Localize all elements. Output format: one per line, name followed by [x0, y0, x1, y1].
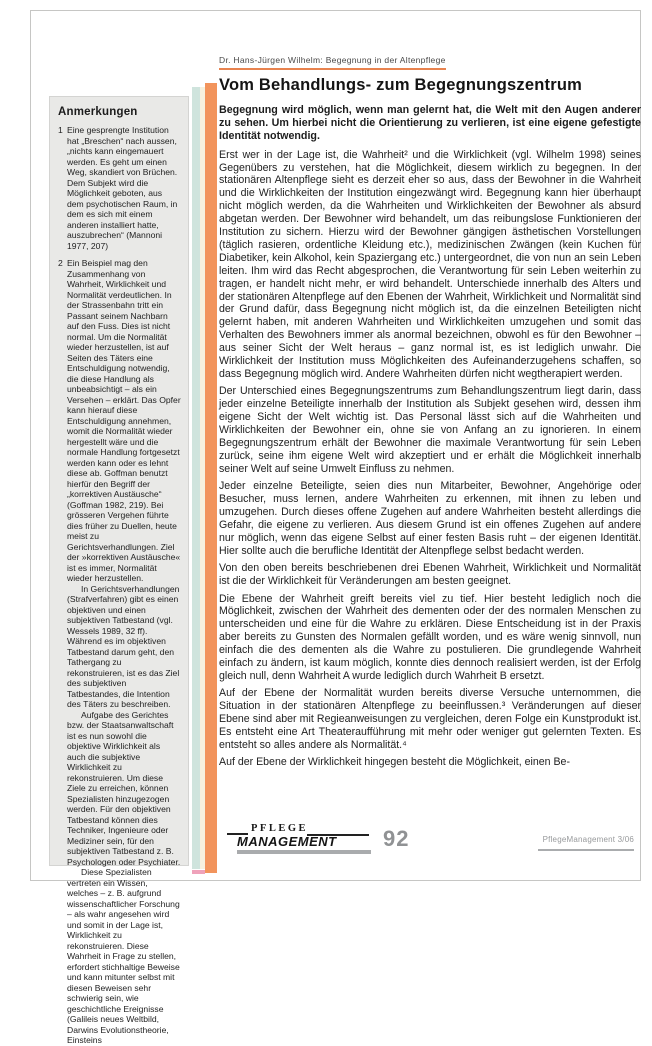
body-paragraph: Auf der Ebene der Normalität wurden bereits diverse Versuche unternommen, die Situation in der stationären Altenpflege zu beeinflussen.³ Veränderungen auf dieser Ebene sind aber mit Regieanweisungen zu vergleichen, deren Folge ein Kunstprodukt ist. Es entsteht eine Art Theateraufführung mit mehr oder weniger gut gelernten Texten. Es entsteht so alles andere als Normalität.⁴: [219, 687, 641, 751]
note-paragraph: Aufgabe des Gerichtes bzw. der Staatsanwaltschaft ist es nun sowohl die objektive Wirklichkeit als auch die subjektive Wirklichkeit zu rekonstruieren. Um diese Ziele zu erreichen, können Spezialisten hinzugezogen werden. Für den objektiven Tatbestand können dies Techniker, Ingenieure oder Mediziner sein, für den subjektiven Tatbestand z. B. Psychologen oder Psychiater.: [67, 709, 181, 867]
body-paragraph: Von den oben bereits beschriebenen drei Ebenen Wahrheit, Wirklichkeit und Normalität ist die der Wirklichkeit für Veränderungen am besten geeignet.: [219, 562, 641, 588]
logo-text-pflege: PFLEGE: [251, 823, 309, 834]
logo-text-management: MANAGEMENT: [237, 834, 337, 849]
note-paragraph: In Gerichtsverhandlungen (Strafverfahren) gibt es einen objektiven und einen subjektiven Tatbestand (vgl. Wessels 1989, 32 ff). Während es im objektiven Tatbestand darum geht, den Tathergang zu rekonstruieren, ist es das Ziel des subjektiven Tatbestandes, die Intention des Täters zu beschreiben.: [67, 583, 180, 709]
body-paragraph: Jeder einzelne Beteiligte, seien dies nun Mitarbeiter, Bewohner, Angehörige oder Besucher, muss lernen, andere Wahrheiten zu erkennen, mit ihnen zu leben und umzugehen. Durch dieses offene Zugehen auf andere Wahrheiten besteht allerdings die Gefahr, die eigene zu verlieren. Aus diesem Grund ist ein offenes Zugehen auf andere nur möglich, wenn das eigene Selbst auf einer festen Basis ruht – der eigenen Identität. Hier sollte auch die berufliche Identität der Altenpflege selbst bedacht werden.: [219, 480, 641, 557]
body-paragraph: Auf der Ebene der Wirklichkeit hingegen besteht die Möglichkeit, einen Be-: [219, 756, 570, 769]
footer-issue-rule: [538, 849, 634, 851]
note-number: 1: [58, 125, 63, 135]
body-paragraph: Der Unterschied eines Begegnungszentrums zum Behandlungszentrum liegt darin, dass jeder einzelne Beteiligte innerhalb der Institution als Subjekt gesehen wird, dessen ihm eigene Sicht der Welt wichtig ist. Das Personal lässt sich auf die Wahrheiten und Wirklichkeiten der Bewohner ein, ohne sie von Anfang an zu ignorieren. In einem Begegnungszentrum erhält der Bewohner die maximale Verantwortung für sein Leben zurück, seine ihm eigene Welt wird akzeptiert und er erhält die Möglichkeit innerhalb seiner Welt auf seine Umwelt Einfluss zu nehmen.: [219, 385, 641, 475]
note-paragraph: Diese Spezialisten vertreten ein Wissen, welches – z. B. aufgrund wissenschaftlicher Forschung – als wahr angesehen wird und somit in der Lage ist, Wirklichkeit zu rekonstruieren. Diese Wahrheit in Frage zu stellen, erfordert stichhaltige Beweise und kann mitunter selbst mit diesen Beweisen sehr schwierig sein, wie geschichtliche Ereignisse (Galileis neues Weltbild, Darwins Evolutionstheorie, Einsteins: [67, 867, 180, 1045]
article-column: [219, 76, 641, 820]
lead-paragraph: Begegnung wird möglich, wenn man gelernt hat, die Welt mit den Augen anderer zu sehen. Um hierbei nicht die Orientierung zu verlieren, ist eine eigene gefestigte Identität notwendig.: [219, 104, 641, 143]
annotation-note-2: [58, 258, 181, 1046]
note-paragraph: Ein Beispiel mag den Zusammenhang von Wahrheit, Wirklichkeit und Normalität verdeutlichen. In der Strassenbahn tritt ein Passant seinem Nachbarn auf den Fuss. Dies ist nicht normal. Um die Normalität wieder herzustellen, ist auf Seiten des Täters eine Entschuldigung notwendig, die diese Handlung als unbeabsichtigt – als ein Versehen – erklärt. Das Opfer kann hierauf diese Entschuldigung annehmen, womit die Normalität wieder hergestellt wäre und die normale Handlung fortgesetzt werden kann oder es lehnt diese ab. Goffman benutzt hierfür den Begriff der „korrektiven Austäusche“ (Goffman 1982, 219). Bei grösseren Vergehen führte dies früher zu Duellen, heute meist zu Gerichtsverhandlungen. Ziel der »korrektiven Austäusche« ist es immer, Normalität wieder herzustellen.: [67, 258, 181, 583]
article-title: Vom Behandlungs- zum Begegnungszentrum: [219, 76, 582, 94]
annotation-note-1: [58, 125, 181, 251]
logo-underline-bar: [237, 850, 371, 854]
accent-stripe-teal: [192, 87, 200, 869]
accent-stripe-orange: [205, 83, 217, 873]
annotations-box: [49, 96, 189, 1045]
journal-logo: [227, 823, 387, 859]
annotations-title: Anmerkungen: [58, 106, 138, 118]
page: [30, 10, 641, 1045]
note-paragraph: Eine gesprengte Institution hat „Breschen“ nach aussen, „nichts kann eingemauert werden. Es geht um einen Weg, skandiert von Brüchen. Dem Subjekt wird die Möglichkeit geboten, aus dem psychotischen Raum, in dem es sich mit einem anderen installiert hatte, auszubrechen“ (Mannoni 1977, 207): [67, 125, 178, 251]
accent-stripe-pink: [192, 870, 205, 874]
page-number: 92: [383, 826, 410, 851]
header-byline: Dr. Hans-Jürgen Wilhelm: Begegnung in der Altenpflege: [219, 55, 446, 70]
body-paragraph: Erst wer in der Lage ist, die Wahrheit² und die Wirklichkeit (vgl. Wilhelm 1998) seines Gegenübers zu verstehen, hat die Möglichkeit, diesem wirklich zu begegnen. In der stationären Altenpflege sieht es derzeit eher so aus, dass der Bewohner in die Wahrheit und die Wirklichkeiten der Institution eingezwängt wird. Begegnung kann hier überhaupt nicht möglich werden, da die Wahrheiten und Wirklichkeiten der Bewohner als absurd abgetan werden. Der Bewohner wird behandelt, um das reibungslose Funktionieren der Institution zu sichern. Hierzu wird der Bewohner gängigen ästhetischen Vorstellungen (täglich rasieren, ordentliche Kleidung etc.), medizinischen Zwängen (kein Kuchen für Diabetiker, kein Alkohol, kein Spaziergang etc.) untergeordnet, die von nun an sein Leben leiten. Ihm wird das Recht abgesprochen, die Verantwortung für sein Leben weiterhin zu tragen, er handelt nicht mehr, er wird behandelt. Unterschiede innerhalb des Alters und der stationären Altenpflege auf den Ebenen der Wahrheit, Wirklichkeit und Normalität sind der Grund dafür, dass Begegnung nicht möglich ist, da die einzelnen Beteiligten nicht gelernt haben, mit anderen Wahrheiten und Wirklichkeiten umzugehen und somit das Verhalten des Bewohners immer als anormal bezeichnen, obwohl es für den Bewohner – aus seiner Sicht der Welt heraus – ganz normal ist, es ist lediglich unwahr. Die Wirklichkeit der Institution muss Möglichkeiten des Aufeinanderzugehens schaffen, so dass Begegnung möglich wird. Andere Wahrheiten dürfen nicht wegtherapiert werden.: [219, 148, 641, 381]
footer-issue-label: PflegeManagement 3/06: [542, 835, 634, 844]
note-number: 2: [58, 258, 63, 268]
body-paragraph: Die Ebene der Wahrheit greift bereits viel zu tief. Hier besteht lediglich noch die Möglichkeit, zwischen der Wahrheit des dementen oder der des normalen Menschen zu unterscheiden und eine für die Wahre zu erklären. Diese Entscheidung ist in der Praxis aber bereits zu Gunsten des Normalen gefällt worden, und es wäre wenig sinnvoll, nun einfach die des dementen als die Wahre zu postulieren. Die grundlegende Wahrheit einfach zu ändern, ist kaum möglich, konnte dies dennoch realisiert werden, ist der Erfolg gleich null, denn Wahrheit A wurde lediglich durch Wahrheit B ersetzt.: [219, 592, 641, 682]
